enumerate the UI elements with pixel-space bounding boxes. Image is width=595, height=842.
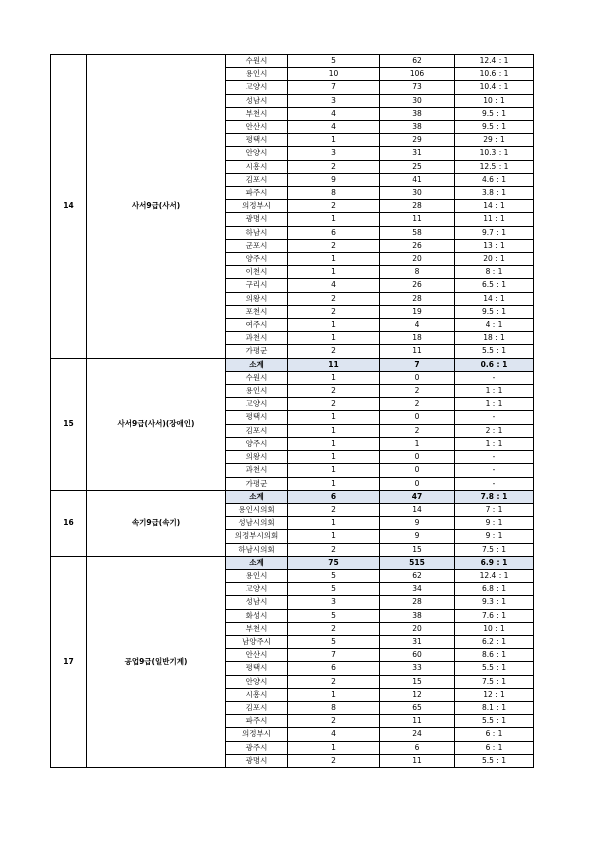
ratio-cell: 10 : 1 bbox=[455, 622, 534, 635]
ratio-cell: 6.9 : 1 bbox=[455, 556, 534, 569]
applicant-cell: 58 bbox=[380, 226, 455, 239]
applicant-cell: 62 bbox=[380, 55, 455, 68]
applicant-cell: 2 bbox=[380, 385, 455, 398]
count-cell: 5 bbox=[288, 635, 380, 648]
applicant-cell: 9 bbox=[380, 517, 455, 530]
city-cell: 의정부시 bbox=[226, 728, 288, 741]
count-cell: 1 bbox=[288, 424, 380, 437]
applicant-cell: 1 bbox=[380, 437, 455, 450]
ratio-cell: 13 : 1 bbox=[455, 239, 534, 252]
city-cell: 포천시 bbox=[226, 305, 288, 318]
count-cell: 1 bbox=[288, 741, 380, 754]
count-cell: 6 bbox=[288, 490, 380, 503]
count-cell: 1 bbox=[288, 371, 380, 384]
applicant-cell: 515 bbox=[380, 556, 455, 569]
table-row bbox=[51, 55, 534, 68]
ratio-cell: 9.5 : 1 bbox=[455, 305, 534, 318]
city-cell: 용인시 bbox=[226, 385, 288, 398]
ratio-cell: 14 : 1 bbox=[455, 200, 534, 213]
city-cell: 용인시의회 bbox=[226, 503, 288, 516]
count-cell: 2 bbox=[288, 622, 380, 635]
city-cell: 용인시 bbox=[226, 68, 288, 81]
count-cell: 3 bbox=[288, 596, 380, 609]
count-cell: 2 bbox=[288, 305, 380, 318]
ratio-cell: 20 : 1 bbox=[455, 253, 534, 266]
count-cell: 4 bbox=[288, 728, 380, 741]
city-cell: 안산시 bbox=[226, 121, 288, 134]
city-cell: 성남시 bbox=[226, 596, 288, 609]
group-number: 16 bbox=[51, 490, 87, 556]
city-cell: 군포시 bbox=[226, 239, 288, 252]
subtotal-row bbox=[51, 490, 534, 503]
city-cell: 의왕시 bbox=[226, 292, 288, 305]
applicant-cell: 38 bbox=[380, 121, 455, 134]
city-cell: 수원시 bbox=[226, 55, 288, 68]
ratio-cell: 7.6 : 1 bbox=[455, 609, 534, 622]
count-cell: 2 bbox=[288, 715, 380, 728]
count-cell: 2 bbox=[288, 200, 380, 213]
city-cell: 성남시의회 bbox=[226, 517, 288, 530]
applicant-cell: 38 bbox=[380, 107, 455, 120]
count-cell: 1 bbox=[288, 213, 380, 226]
count-cell: 2 bbox=[288, 385, 380, 398]
applicant-cell: 30 bbox=[380, 187, 455, 200]
city-cell: 의정부시의회 bbox=[226, 530, 288, 543]
applicant-cell: 24 bbox=[380, 728, 455, 741]
city-cell: 양주시 bbox=[226, 253, 288, 266]
group-number: 15 bbox=[51, 358, 87, 490]
applicant-cell: 2 bbox=[380, 424, 455, 437]
ratio-cell: 5.5 : 1 bbox=[455, 662, 534, 675]
applicant-cell: 0 bbox=[380, 464, 455, 477]
ratio-cell: 9.5 : 1 bbox=[455, 121, 534, 134]
applicant-cell: 19 bbox=[380, 305, 455, 318]
table-body bbox=[51, 55, 534, 768]
count-cell: 2 bbox=[288, 543, 380, 556]
city-cell: 성남시 bbox=[226, 94, 288, 107]
applicant-cell: 30 bbox=[380, 94, 455, 107]
applicant-cell: 65 bbox=[380, 701, 455, 714]
city-cell: 소계 bbox=[226, 556, 288, 569]
count-cell: 2 bbox=[288, 239, 380, 252]
ratio-cell: - bbox=[455, 411, 534, 424]
city-cell: 시흥시 bbox=[226, 688, 288, 701]
ratio-cell: 7.5 : 1 bbox=[455, 675, 534, 688]
ratio-cell: 12.4 : 1 bbox=[455, 55, 534, 68]
applicant-cell: 15 bbox=[380, 675, 455, 688]
ratio-cell: 6 : 1 bbox=[455, 741, 534, 754]
applicant-cell: 20 bbox=[380, 622, 455, 635]
subtotal-row bbox=[51, 556, 534, 569]
ratio-cell: 8 : 1 bbox=[455, 266, 534, 279]
applicant-cell: 15 bbox=[380, 543, 455, 556]
applicant-cell: 31 bbox=[380, 147, 455, 160]
applicant-cell: 4 bbox=[380, 319, 455, 332]
ratio-cell: 12.5 : 1 bbox=[455, 160, 534, 173]
applicant-cell: 0 bbox=[380, 477, 455, 490]
ratio-cell: 9.3 : 1 bbox=[455, 596, 534, 609]
ratio-cell: 12 : 1 bbox=[455, 688, 534, 701]
applicant-cell: 11 bbox=[380, 345, 455, 358]
ratio-cell: - bbox=[455, 371, 534, 384]
ratio-cell: - bbox=[455, 451, 534, 464]
applicant-cell: 20 bbox=[380, 253, 455, 266]
applicant-cell: 0 bbox=[380, 411, 455, 424]
applicant-cell: 8 bbox=[380, 266, 455, 279]
count-cell: 7 bbox=[288, 81, 380, 94]
applicant-cell: 2 bbox=[380, 398, 455, 411]
ratio-cell: 5.5 : 1 bbox=[455, 754, 534, 767]
count-cell: 10 bbox=[288, 68, 380, 81]
city-cell: 의왕시 bbox=[226, 451, 288, 464]
count-cell: 1 bbox=[288, 332, 380, 345]
count-cell: 1 bbox=[288, 517, 380, 530]
group-number: 14 bbox=[51, 55, 87, 359]
ratio-cell: 9.7 : 1 bbox=[455, 226, 534, 239]
city-cell: 용인시 bbox=[226, 569, 288, 582]
count-cell: 1 bbox=[288, 477, 380, 490]
count-cell: 3 bbox=[288, 94, 380, 107]
applicant-cell: 31 bbox=[380, 635, 455, 648]
ratio-cell: 6.2 : 1 bbox=[455, 635, 534, 648]
count-cell: 2 bbox=[288, 675, 380, 688]
city-cell: 고양시 bbox=[226, 81, 288, 94]
applicant-cell: 60 bbox=[380, 649, 455, 662]
city-cell: 김포시 bbox=[226, 701, 288, 714]
applicant-cell: 11 bbox=[380, 213, 455, 226]
applicant-cell: 9 bbox=[380, 530, 455, 543]
count-cell: 2 bbox=[288, 398, 380, 411]
applicant-cell: 62 bbox=[380, 569, 455, 582]
ratio-cell: 5.5 : 1 bbox=[455, 345, 534, 358]
group-title: 사서9급(사서)(장애인) bbox=[87, 358, 226, 490]
ratio-cell: 8.1 : 1 bbox=[455, 701, 534, 714]
city-cell: 광명시 bbox=[226, 754, 288, 767]
ratio-cell: 7 : 1 bbox=[455, 503, 534, 516]
competition-rate-table bbox=[50, 54, 534, 768]
city-cell: 부천시 bbox=[226, 107, 288, 120]
count-cell: 5 bbox=[288, 583, 380, 596]
ratio-cell: 6 : 1 bbox=[455, 728, 534, 741]
applicant-cell: 34 bbox=[380, 583, 455, 596]
group-title: 속기9급(속기) bbox=[87, 490, 226, 556]
ratio-cell: 9 : 1 bbox=[455, 530, 534, 543]
applicant-cell: 7 bbox=[380, 358, 455, 371]
count-cell: 11 bbox=[288, 358, 380, 371]
ratio-cell: 1 : 1 bbox=[455, 398, 534, 411]
count-cell: 9 bbox=[288, 173, 380, 186]
count-cell: 2 bbox=[288, 345, 380, 358]
applicant-cell: 0 bbox=[380, 371, 455, 384]
ratio-cell: 10 : 1 bbox=[455, 94, 534, 107]
subtotal-row bbox=[51, 358, 534, 371]
ratio-cell: 1 : 1 bbox=[455, 385, 534, 398]
applicant-cell: 41 bbox=[380, 173, 455, 186]
city-cell: 소계 bbox=[226, 490, 288, 503]
ratio-cell: 11 : 1 bbox=[455, 213, 534, 226]
count-cell: 5 bbox=[288, 609, 380, 622]
city-cell: 부천시 bbox=[226, 622, 288, 635]
ratio-cell: 6.8 : 1 bbox=[455, 583, 534, 596]
count-cell: 6 bbox=[288, 226, 380, 239]
applicant-cell: 11 bbox=[380, 715, 455, 728]
ratio-cell: 9 : 1 bbox=[455, 517, 534, 530]
city-cell: 시흥시 bbox=[226, 160, 288, 173]
group-title: 사서9급(사서) bbox=[87, 55, 226, 359]
applicant-cell: 28 bbox=[380, 596, 455, 609]
count-cell: 2 bbox=[288, 292, 380, 305]
city-cell: 과천시 bbox=[226, 332, 288, 345]
applicant-cell: 26 bbox=[380, 279, 455, 292]
count-cell: 1 bbox=[288, 530, 380, 543]
count-cell: 1 bbox=[288, 411, 380, 424]
city-cell: 고양시 bbox=[226, 398, 288, 411]
city-cell: 고양시 bbox=[226, 583, 288, 596]
applicant-cell: 6 bbox=[380, 741, 455, 754]
city-cell: 하남시의회 bbox=[226, 543, 288, 556]
applicant-cell: 73 bbox=[380, 81, 455, 94]
count-cell: 1 bbox=[288, 266, 380, 279]
applicant-cell: 26 bbox=[380, 239, 455, 252]
ratio-cell: 10.4 : 1 bbox=[455, 81, 534, 94]
count-cell: 3 bbox=[288, 147, 380, 160]
city-cell: 소계 bbox=[226, 358, 288, 371]
city-cell: 하남시 bbox=[226, 226, 288, 239]
city-cell: 화성시 bbox=[226, 609, 288, 622]
city-cell: 파주시 bbox=[226, 715, 288, 728]
city-cell: 광명시 bbox=[226, 213, 288, 226]
count-cell: 75 bbox=[288, 556, 380, 569]
city-cell: 평택시 bbox=[226, 134, 288, 147]
count-cell: 1 bbox=[288, 437, 380, 450]
count-cell: 6 bbox=[288, 662, 380, 675]
city-cell: 평택시 bbox=[226, 662, 288, 675]
applicant-cell: 11 bbox=[380, 754, 455, 767]
applicant-cell: 33 bbox=[380, 662, 455, 675]
ratio-cell: 4.6 : 1 bbox=[455, 173, 534, 186]
count-cell: 1 bbox=[288, 319, 380, 332]
ratio-cell: 9.5 : 1 bbox=[455, 107, 534, 120]
city-cell: 가평군 bbox=[226, 345, 288, 358]
city-cell: 안양시 bbox=[226, 147, 288, 160]
city-cell: 이천시 bbox=[226, 266, 288, 279]
city-cell: 김포시 bbox=[226, 424, 288, 437]
count-cell: 1 bbox=[288, 464, 380, 477]
ratio-cell: 10.3 : 1 bbox=[455, 147, 534, 160]
count-cell: 8 bbox=[288, 701, 380, 714]
ratio-cell: 18 : 1 bbox=[455, 332, 534, 345]
applicant-cell: 29 bbox=[380, 134, 455, 147]
city-cell: 안양시 bbox=[226, 675, 288, 688]
city-cell: 과천시 bbox=[226, 464, 288, 477]
applicant-cell: 106 bbox=[380, 68, 455, 81]
city-cell: 평택시 bbox=[226, 411, 288, 424]
ratio-cell: 5.5 : 1 bbox=[455, 715, 534, 728]
ratio-cell: 8.6 : 1 bbox=[455, 649, 534, 662]
applicant-cell: 47 bbox=[380, 490, 455, 503]
applicant-cell: 0 bbox=[380, 451, 455, 464]
ratio-cell: 0.6 : 1 bbox=[455, 358, 534, 371]
count-cell: 2 bbox=[288, 754, 380, 767]
city-cell: 양주시 bbox=[226, 437, 288, 450]
city-cell: 파주시 bbox=[226, 187, 288, 200]
count-cell: 1 bbox=[288, 134, 380, 147]
ratio-cell: - bbox=[455, 464, 534, 477]
ratio-cell: 10.6 : 1 bbox=[455, 68, 534, 81]
applicant-cell: 18 bbox=[380, 332, 455, 345]
ratio-cell: 4 : 1 bbox=[455, 319, 534, 332]
ratio-cell: 7.8 : 1 bbox=[455, 490, 534, 503]
applicant-cell: 38 bbox=[380, 609, 455, 622]
city-cell: 김포시 bbox=[226, 173, 288, 186]
count-cell: 1 bbox=[288, 451, 380, 464]
city-cell: 가평군 bbox=[226, 477, 288, 490]
ratio-cell: 2 : 1 bbox=[455, 424, 534, 437]
group-title: 공업9급(일반기계) bbox=[87, 556, 226, 767]
city-cell: 수원시 bbox=[226, 371, 288, 384]
count-cell: 1 bbox=[288, 253, 380, 266]
city-cell: 의정부시 bbox=[226, 200, 288, 213]
ratio-cell: 29 : 1 bbox=[455, 134, 534, 147]
count-cell: 7 bbox=[288, 649, 380, 662]
applicant-cell: 25 bbox=[380, 160, 455, 173]
ratio-cell: 12.4 : 1 bbox=[455, 569, 534, 582]
applicant-cell: 12 bbox=[380, 688, 455, 701]
count-cell: 2 bbox=[288, 503, 380, 516]
applicant-cell: 28 bbox=[380, 292, 455, 305]
count-cell: 8 bbox=[288, 187, 380, 200]
ratio-cell: 6.5 : 1 bbox=[455, 279, 534, 292]
count-cell: 4 bbox=[288, 121, 380, 134]
city-cell: 구리시 bbox=[226, 279, 288, 292]
applicant-cell: 14 bbox=[380, 503, 455, 516]
city-cell: 남양주시 bbox=[226, 635, 288, 648]
count-cell: 5 bbox=[288, 55, 380, 68]
ratio-cell: - bbox=[455, 477, 534, 490]
group-number: 17 bbox=[51, 556, 87, 767]
city-cell: 안산시 bbox=[226, 649, 288, 662]
applicant-cell: 28 bbox=[380, 200, 455, 213]
ratio-cell: 14 : 1 bbox=[455, 292, 534, 305]
ratio-cell: 7.5 : 1 bbox=[455, 543, 534, 556]
city-cell: 광주시 bbox=[226, 741, 288, 754]
count-cell: 2 bbox=[288, 160, 380, 173]
count-cell: 5 bbox=[288, 569, 380, 582]
ratio-cell: 1 : 1 bbox=[455, 437, 534, 450]
count-cell: 4 bbox=[288, 107, 380, 120]
city-cell: 여주시 bbox=[226, 319, 288, 332]
ratio-cell: 3.8 : 1 bbox=[455, 187, 534, 200]
count-cell: 1 bbox=[288, 688, 380, 701]
count-cell: 4 bbox=[288, 279, 380, 292]
